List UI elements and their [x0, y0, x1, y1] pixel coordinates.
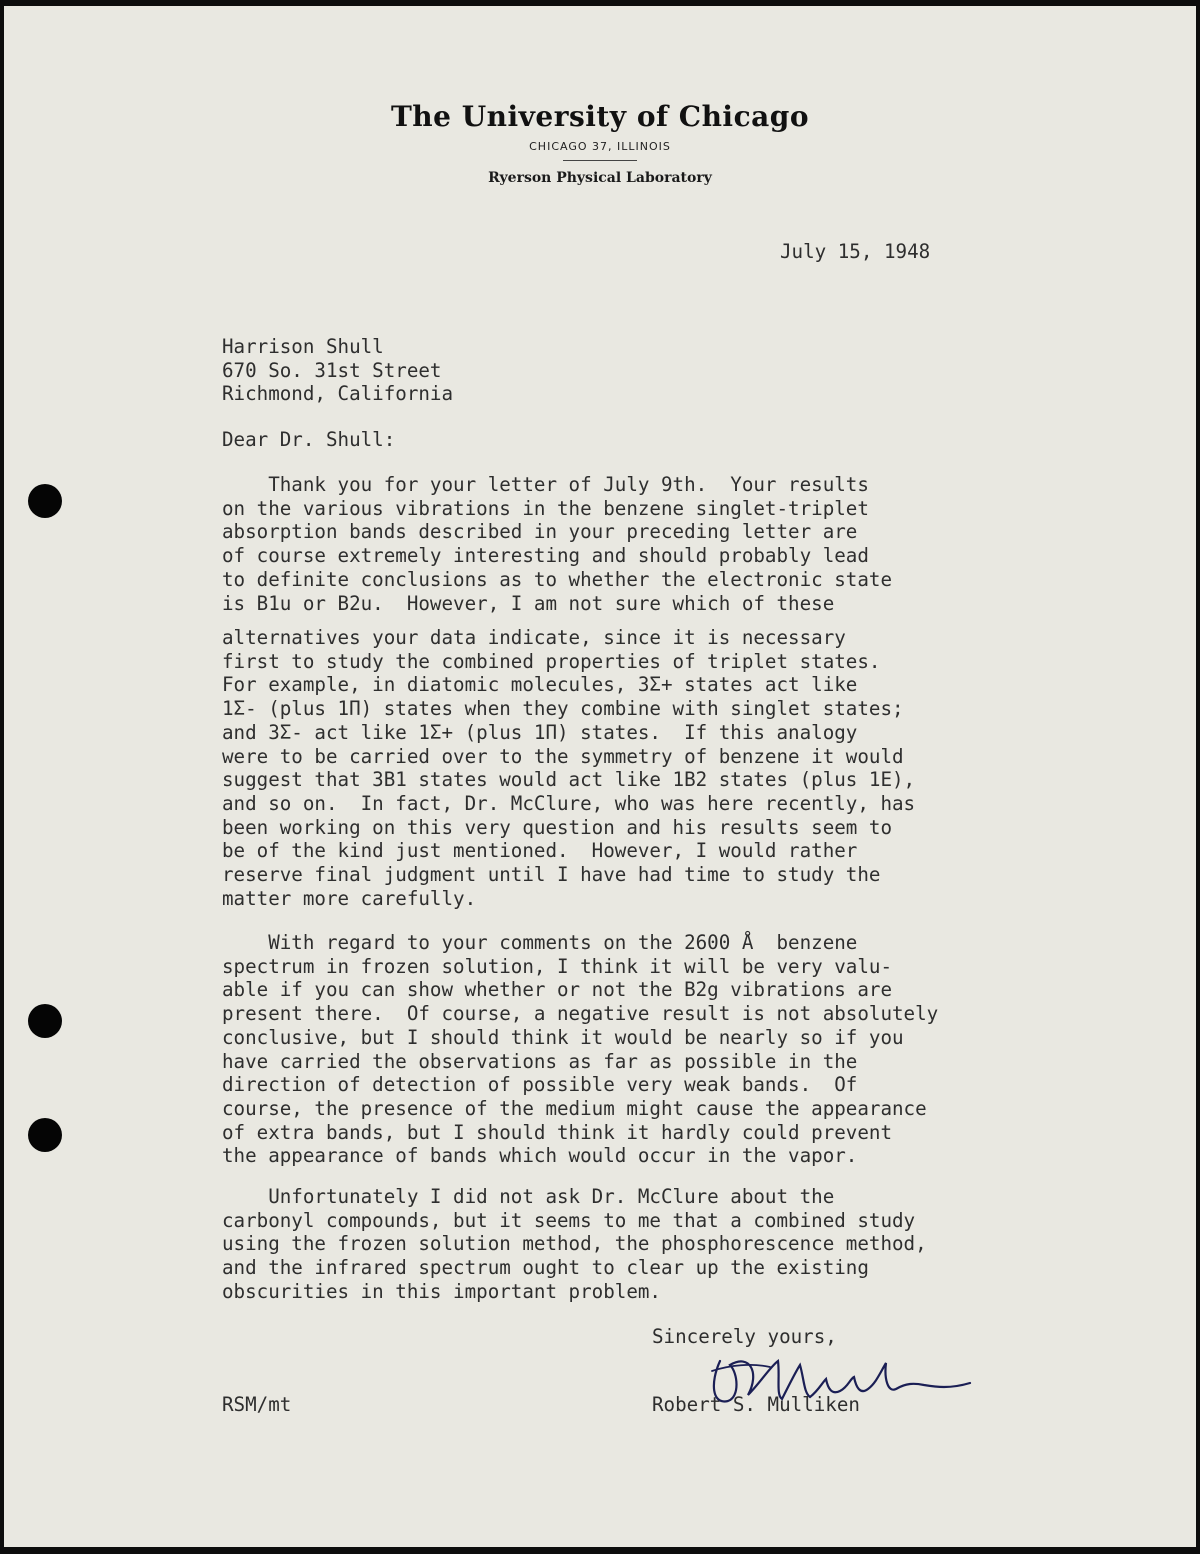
- body-paragraph-3: With regard to your comments on the 2600 Å benzene spectrum in frozen solution, I think it will be very valu- able if you can show whether or not the B2g vibrations are present there. Of course, a negative result is not absolutely conclusive, but I should think it would be nearly so if you have carried the observations as far as possible in the direction of detection of possible very weak bands. Of course, the presence of the medium might cause the appearance of extra bands, but I should think it hardly could prevent the appearance of bands which would occur in the vapor.: [222, 931, 939, 1168]
- signatory-name: Robert S. Mulliken: [652, 1393, 860, 1416]
- punch-hole: [28, 1118, 62, 1152]
- typist-initials: RSM/mt: [222, 1393, 292, 1416]
- closing: Sincerely yours,: [652, 1325, 837, 1348]
- recipient-address: [222, 335, 453, 406]
- body-paragraph-1: Thank you for your letter of July 9th. Your results on the various vibrations in the benzene singlet-triplet absorption bands described in your preceding letter are of course extremely interesting and should probably lead to definite conclusions as to whether the electronic state is B1u or B2u. However, I am not sure which of these: [222, 473, 893, 615]
- recipient-name: Harrison Shull: [222, 335, 384, 358]
- letter-date: July 15, 1948: [780, 240, 931, 263]
- punch-hole: [28, 484, 62, 518]
- recipient-street: 670 So. 31st Street: [222, 358, 442, 382]
- recipient-city: Richmond, California: [222, 382, 454, 406]
- letterhead-divider: [563, 160, 637, 161]
- letterhead-institution: The University of Chicago: [390, 100, 810, 133]
- body-paragraph-4: Unfortunately I did not ask Dr. McClure about the carbonyl compounds, but it seems to me that a combined study using the frozen solution method, the phosphorescence method, and the infrared spectrum ought to clear up the existing obscurities in this important problem.: [222, 1185, 927, 1303]
- letterhead-laboratory: Ryerson Physical Laboratory: [488, 170, 712, 186]
- body-paragraph-2: alternatives your data indicate, since it is necessary first to study the combined properties of triplet states. For example, in diatomic molecules, 3Σ+ states act like 1Σ- (plus 1Π) states when they combine with singlet states; and 3Σ- act like 1Σ+ (plus 1Π) states. If this analogy were to be carried over to the symmetry of benzene it would suggest that 3B1 states would act like 1B2 states (plus 1E), and so on. In fact, Dr. McClure, who was here recently, has been working on this very question and his results seem to be of the kind just mentioned. However, I would rather reserve final judgment until I have had time to study the matter more carefully.: [222, 626, 916, 910]
- letterhead-city: CHICAGO 37, ILLINOIS: [529, 140, 671, 153]
- punch-hole: [28, 1004, 62, 1038]
- salutation: Dear Dr. Shull:: [222, 428, 396, 451]
